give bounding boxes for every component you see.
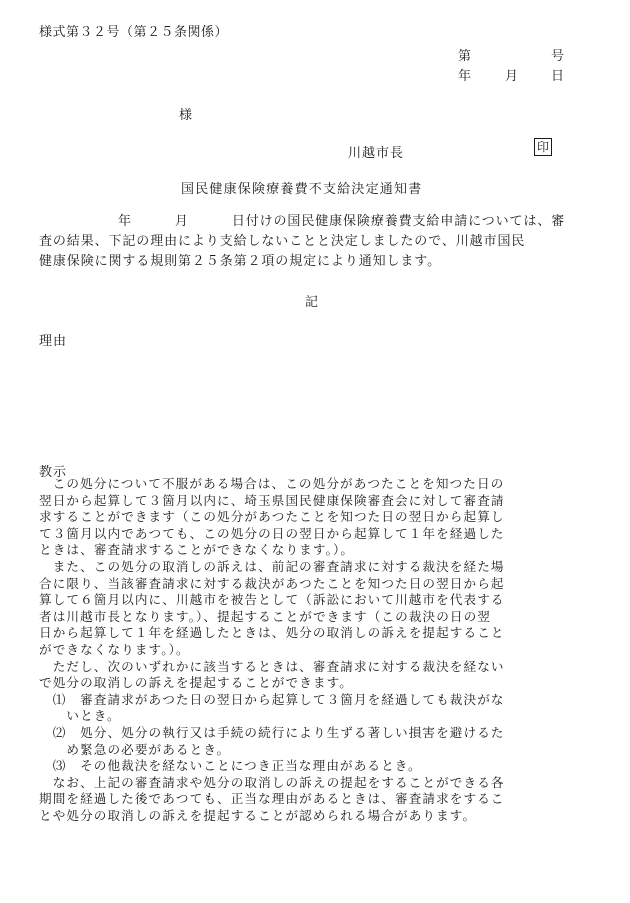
date-day: 日 [551,69,565,84]
date-month: 月 [505,69,519,84]
kyoji-line: 翌日から起算して３箇月以内に、埼玉県国民健康保険審査会に対して審査請 [39,492,505,508]
kyoji-line: ⑶ その他裁決を経ないことにつき正当な理由があるとき。 [39,758,422,774]
kyoji-line: ときは、審査請求することができなくなります。）。 [39,542,355,558]
kyoji-line: なお、上記の審査請求や処分の取消しの訴えの提起をすることができる各 [39,774,505,790]
kyoji-line: で処分の取消しの訴えを提起することができます。 [39,675,353,691]
kyoji-line: いとき。 [39,708,121,724]
doc-number-label: 第 [458,49,472,64]
addressee-honorific: 様 [179,108,193,123]
kyoji-line: て３箇月以内であつても、この処分の日の翌日から起算して１年を経過した [39,525,505,541]
intro-month: 月 [174,214,189,229]
doc-number-suffix: 号 [551,49,565,64]
kyoji-line: この処分について不服がある場合は、この処分があつたことを知つた日の [39,476,505,491]
issuer-name: 川越市長 [348,146,405,161]
date-year: 年 [458,69,472,84]
seal-mark: 印 [534,138,552,156]
intro-line-1 [39,212,584,232]
kyoji-line: ができなくなります。）。 [39,641,190,657]
intro-year: 年 [118,214,132,229]
intro-line-2: 査の結果、下記の理由により支給しないことと決定しましたので、川越市国民 [39,234,526,249]
kyoji-label: 教示 [39,465,68,480]
intro-line-3: 健康保険に関する規則第２５条第２項の規定により通知します。 [39,254,442,269]
kyoji-line: め緊急の必要があるとき。 [39,741,231,757]
kyoji-line: 求することができます（この処分があつたことを知つた日の翌日から起算し [39,509,505,525]
intro-line-1-rest: 日付けの国民健康保険療養費支給申請については、審 [231,214,566,229]
kyoji-line: 合に限り、当該審査請求に対する裁決があつたことを知つた日の翌日から起 [39,575,505,591]
kyoji-line: 日から起算して１年を経過したときは、処分の取消しの訴えを提起すること [39,625,505,641]
kyoji-line: ⑵ 処分、処分の執行又は手続の続行により生ずる著しい損害を避けるた [39,724,505,740]
kyoji-line: ただし、次のいずれかに該当するときは、審査請求に対する裁決を経ない [39,658,505,674]
ki-heading: 記 [305,295,319,310]
reason-label: 理由 [39,334,68,349]
form-number: 様式第３２号（第２５条関係） [39,25,229,40]
kyoji-body [39,476,589,824]
document-title: 国民健康保険療養費不支給決定通知書 [181,182,423,197]
kyoji-line: 期間を経過した後であつても、正当な理由があるときは、審査請求をするこ [39,791,505,807]
intro-paragraph [39,212,584,272]
kyoji-line: とや処分の取消しの訴えを提起することが認められる場合があります。 [39,807,477,823]
kyoji-line: また、この処分の取消しの訴えは、前記の審査請求に対する裁決を経た場 [39,558,505,574]
kyoji-line: ⑴ 審査請求があつた日の翌日から起算して３箇月を経過しても裁決がな [39,691,505,707]
kyoji-line: 者は川越市長となります。）、提起することができます（この裁決の日の翌 [39,608,491,624]
kyoji-line: 算して６箇月以内に、川越市を被告として（訴訟において川越市を代表する [39,592,505,608]
